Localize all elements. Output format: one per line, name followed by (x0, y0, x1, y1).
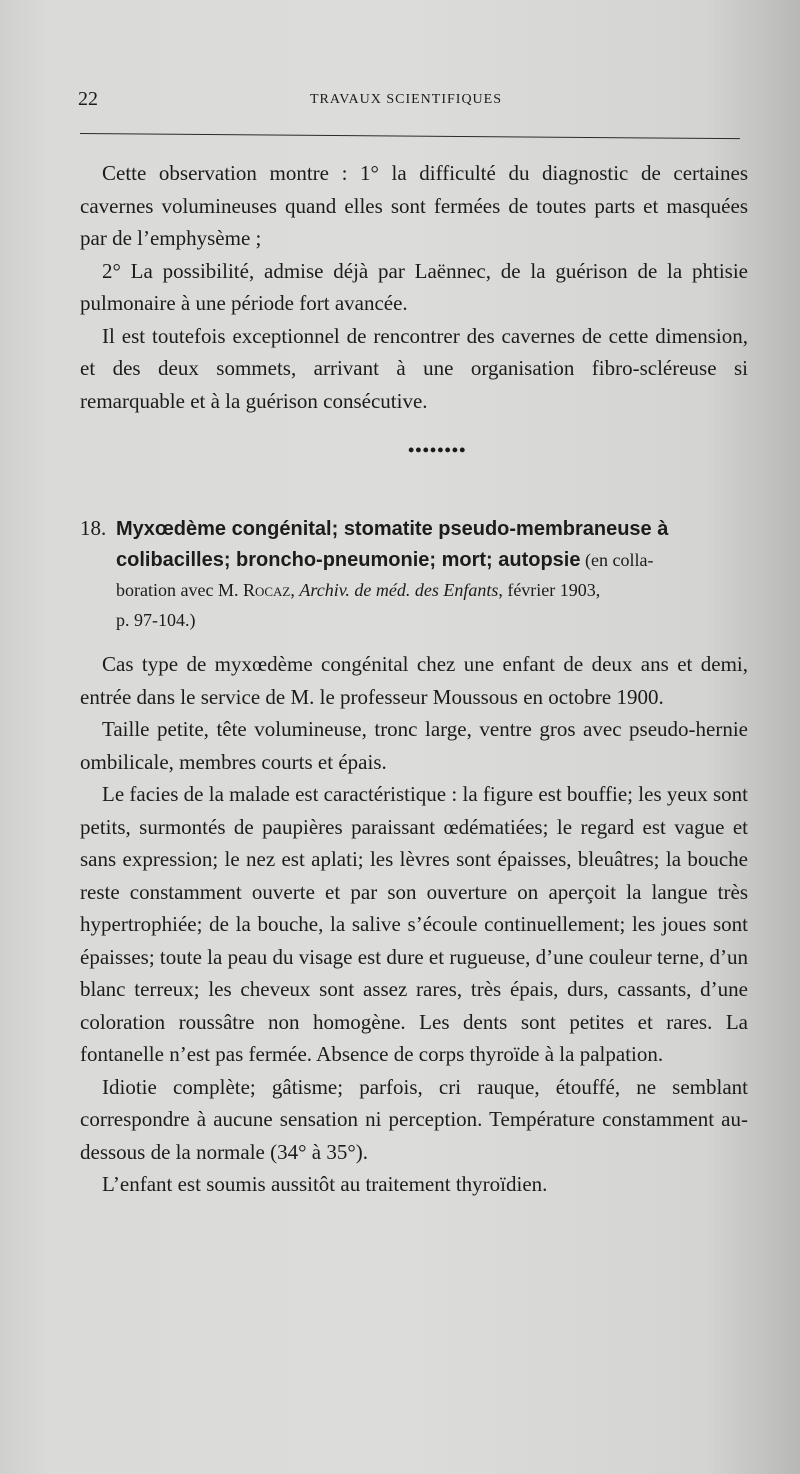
paragraph: Cas type de myxœdème congénital chez une enfant de deux ans et demi, entrée dans le service de M. le professeur Moussous en octobre 1900. (80, 652, 748, 709)
entry-number: 18. (80, 516, 107, 540)
bibliography-entry (80, 513, 746, 635)
page-header (78, 88, 738, 118)
paragraph: Idiotie complète; gâtisme; parfois, cri rauque, étouffé, ne semblant correspondre à aucune sensation ni perception. Température constamment au-dessous de la normale (34° à 35°). (80, 1074, 748, 1164)
entry-comma: , (290, 580, 300, 600)
entry-pages: p. 97-104.) (116, 610, 196, 630)
section-separator: •••••••• (408, 440, 467, 460)
entry-author: Rocaz (242, 580, 291, 600)
entry-title-line2: colibacilles; broncho-pneumonie; mort; autopsie (116, 549, 581, 571)
paragraph: Le facies de la malade est caractéristique : la figure est bouffie; les yeux sont petits, surmontés de paupières paraissant œdématiées; le regard est vague et sans expression; le nez est aplati; les lèvres sont épaisses, bleuâtres; la bouche reste constamment ouverte et par son ouverture on aperçoit la langue très hypertrophiée; de la bouche, la salive s’écoule continuellement; les joues sont épaisses; toute la peau du visage est dure et rugueuse, d’une couleur terne, d’un blanc terreux; les cheveux sont assez rares, très épais, durs, cassants, d’une coloration roussâtre non homogène. Les dents sont petites et rares. La fontanelle n’est pas fermée. Absence de corps thyroïde à la palpation. (80, 782, 748, 1066)
running-title: TRAVAUX SCIENTIFIQUES (310, 92, 503, 107)
paragraph: 2° La possibilité, admise déjà par Laënnec, de la guérison de la phtisie pulmonaire à une période fort avancée. (80, 258, 748, 315)
paragraph: L’enfant est soumis aussitôt au traitement thyroïdien. (102, 1172, 548, 1196)
entry-collab-line: boration avec M. (116, 580, 243, 600)
page-number: 22 (78, 88, 98, 110)
entry-journal: Archiv. de méd. des Enfants (299, 580, 499, 600)
paragraph: Il est toutefois exceptionnel de rencontrer des cavernes de cette dimension, et des deux sommets, arrivant à une organisation fibro-scléreuse si remarquable et à la guérison consécutive. (80, 323, 748, 413)
entry-collab-prefix: (en colla- (580, 550, 654, 570)
entry-title-line1: Myxœdème congénital; stomatite pseudo-membraneuse à (116, 518, 669, 540)
paragraph: Cette observation montre : 1° la difficulté du diagnostic de certaines cavernes volumineuses quand elles sont fermées de toutes parts et masquées par de l’emphysème ; (80, 161, 748, 250)
observation-conclusion (80, 157, 748, 417)
paragraph: Taille petite, tête volumineuse, tronc large, ventre gros avec pseudo-hernie ombilicale, membres courts et épais. (80, 717, 748, 774)
entry-date: , février 1903, (498, 580, 601, 600)
header-rule (80, 133, 740, 139)
case-description (80, 648, 748, 1201)
